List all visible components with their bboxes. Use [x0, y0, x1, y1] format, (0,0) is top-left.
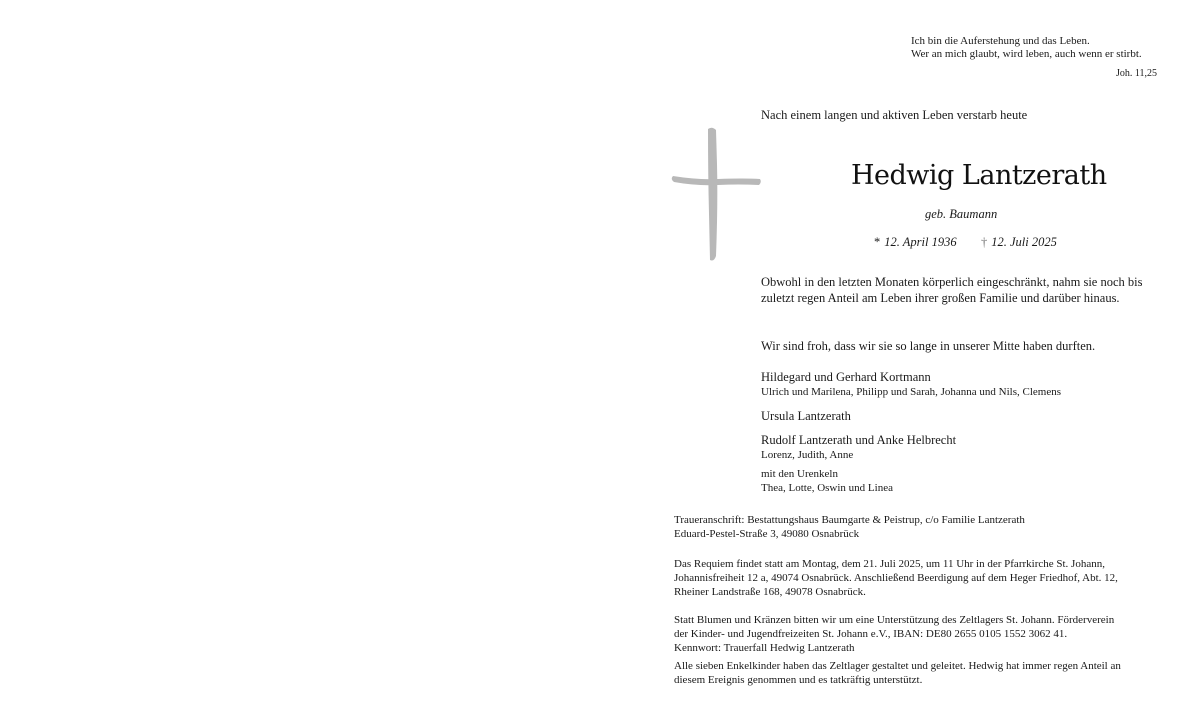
verse-line-2: Wer an mich glaubt, wird leben, auch wenn er stirbt.	[911, 48, 1142, 60]
death-mark: †	[981, 235, 988, 249]
deceased-name: Hedwig Lantzerath	[851, 160, 1107, 191]
verse-reference: Joh. 11,25	[1115, 68, 1157, 79]
birth-name: geb. Baumann	[925, 207, 998, 221]
birth-mark: *	[874, 235, 881, 249]
mourning-address-line-2: Eduard-Pestel-Straße 3, 49080 Osnabrück	[674, 528, 860, 540]
paragraph-2: Wir sind froh, dass wir sie so lange in unserer Mitte haben durften.	[761, 339, 1096, 353]
death-date: 12. Juli 2025	[991, 235, 1057, 249]
requiem-line-1: Das Requiem findet statt am Montag, dem 21. Juli 2025, um 11 Uhr in der Pfarrkirche St. Johann,	[674, 558, 1105, 570]
great-grandchildren-names: Thea, Lotte, Oswin und Linea	[761, 482, 893, 494]
closing-line-1: Alle sieben Enkelkinder haben das Zeltlager gestaltet und geleitet. Hedwig hat immer regen Anteil an	[674, 660, 1121, 672]
paragraph-1: Obwohl in den letzten Monaten körperlich eingeschränkt, nahm sie noch bis zuletzt regen Anteil am Leben ihrer großen Familie und darüber hinaus.	[761, 275, 1143, 305]
mourner-1-main: Hildegard und Gerhard Kortmann	[761, 370, 931, 384]
mourning-address-line-1: Traueranschrift: Bestattungshaus Baumgarte & Peistrup, c/o Familie Lantzerath	[674, 514, 1025, 526]
birth-date-line	[874, 235, 957, 250]
donation-line-1: Statt Blumen und Kränzen bitten wir um eine Unterstützung des Zeltlagers St. Johann. Förderverein	[674, 614, 1115, 626]
intro-text: Nach einem langen und aktiven Leben verstarb heute	[761, 108, 1028, 122]
donation-line-3: Kennwort: Trauerfall Hedwig Lantzerath	[674, 642, 855, 654]
mourner-3-sub: Lorenz, Judith, Anne	[761, 449, 854, 461]
verse-line-1: Ich bin die Auferstehung und das Leben.	[911, 35, 1090, 47]
great-grandchildren-label: mit den Urenkeln	[761, 468, 838, 480]
cross-icon	[668, 124, 764, 264]
closing-line-2: diesem Ereignis genommen und es tatkräftig unterstützt.	[674, 674, 923, 686]
death-date-line	[981, 235, 1057, 250]
mourner-1-sub: Ulrich und Marilena, Philipp und Sarah, Johanna und Nils, Clemens	[761, 386, 1062, 398]
mourner-2-main: Ursula Lantzerath	[761, 409, 851, 423]
requiem-line-2: Johannisfreiheit 12 a, 49074 Osnabrück. Anschließend Beerdigung auf dem Heger Friedhof, Abt. 12,	[674, 572, 1118, 584]
donation-line-2: der Kinder- und Jugendfreizeiten St. Johann e.V., IBAN: DE80 2655 0105 1552 3062 41.	[674, 628, 1068, 640]
birth-date: 12. April 1936	[884, 235, 957, 249]
requiem-line-3: Rheiner Landstraße 168, 49078 Osnabrück.	[674, 586, 866, 598]
mourner-3-main: Rudolf Lantzerath und Anke Helbrecht	[761, 433, 957, 447]
